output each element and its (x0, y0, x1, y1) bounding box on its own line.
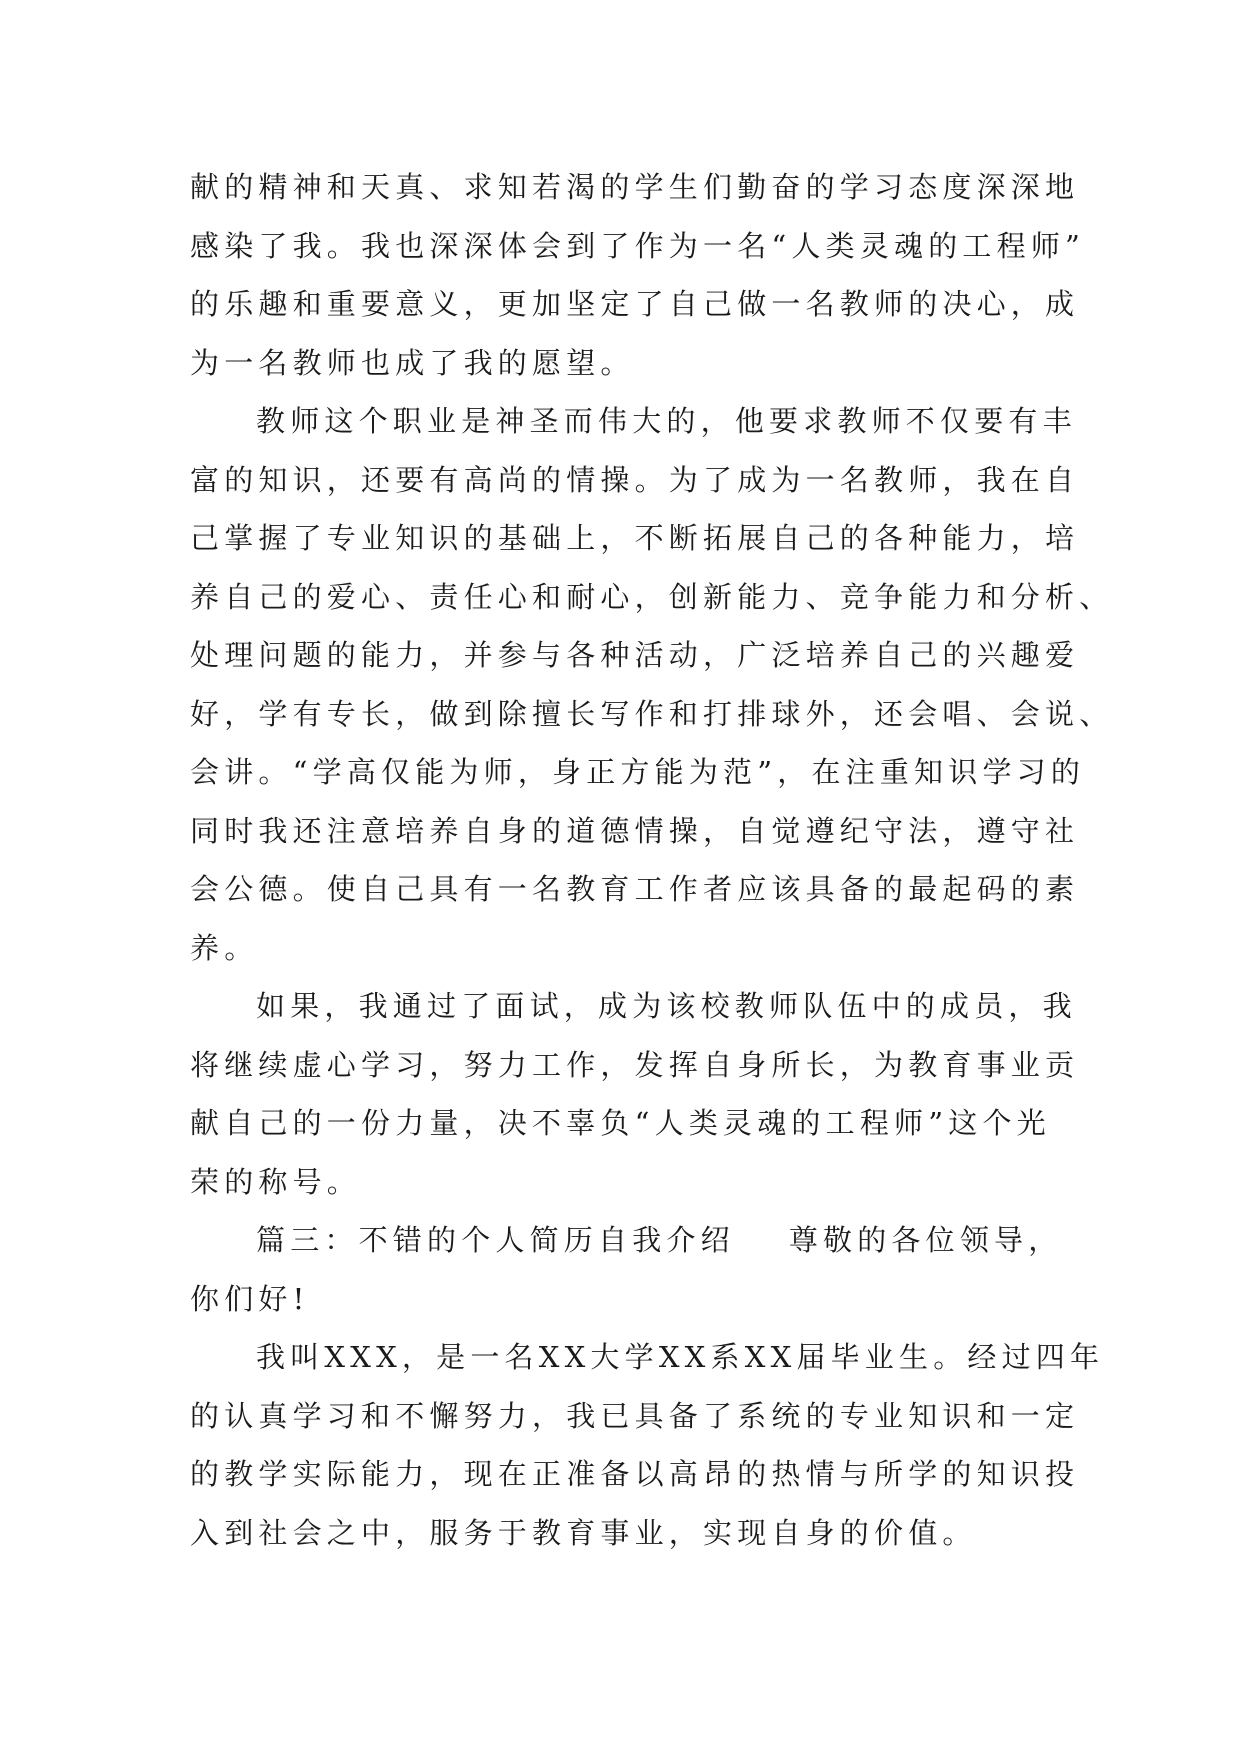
section-title: 篇三：不错的个人简历自我介绍 (256, 1223, 735, 1257)
greeting-line: 你们好! (190, 1281, 310, 1316)
text-line: 的教学实际能力，现在正准备以高昂的热情与所学的知识投 (190, 1457, 1080, 1491)
text-line: 如果，我通过了面试，成为该校教师队伍中的成员，我 (256, 989, 1077, 1023)
text-line: 的认真学习和不懈努力，我已具备了系统的专业知识和一定 (190, 1398, 1080, 1433)
text-line: 养自己的爱心、责任心和耐心，创新能力、竞争能力和分析、 (190, 579, 1114, 614)
text-line: 献的精神和天真、求知若渴的学生们勤奋的学习态度深深地 (190, 170, 1080, 204)
text-line: 处理问题的能力，并参与各种活动，广泛培养自己的兴趣爱 (190, 638, 1080, 672)
document-body (190, 158, 1114, 1562)
text-line: 好，学有专长，做到除擅长写作和打排球外，还会唱、会说、 (190, 696, 1114, 731)
paragraph (190, 1328, 1105, 1562)
text-line: 养。 (190, 930, 259, 965)
greeting: 尊敬的各位领导， (788, 1223, 1063, 1257)
text-line: 会讲。“学高仅能为师，身正方能为范”，在注重知识学习的 (190, 755, 1086, 789)
paragraph (190, 392, 1114, 977)
text-line: 感染了我。我也深深体会到了作为一名“人类灵魂的工程师” (190, 228, 1086, 263)
text-line: 为一名教师也成了我的愿望。 (190, 345, 635, 380)
text-line: 献自己的一份力量，决不辜负“人类灵魂的工程师”这个光 (190, 1106, 1051, 1140)
paragraph (190, 158, 1086, 392)
heading-line (190, 1211, 1063, 1270)
text-line: 富的知识，还要有高尚的情操。为了成为一名教师，我在自 (190, 462, 1080, 497)
text-line: 的乐趣和重要意义，更加坚定了自己做一名教师的决心，成 (190, 287, 1080, 321)
text-line: 我叫XXX，是一名XX大学XX系XX届毕业生。经过四年 (256, 1340, 1105, 1374)
text-line: 荣的称号。 (190, 1164, 362, 1199)
section-heading (190, 1211, 1063, 1328)
text-line: 入到社会之中，服务于教育事业，实现自身的价值。 (190, 1515, 977, 1550)
text-line: 教师这个职业是神圣而伟大的，他要求教师不仅要有丰 (256, 404, 1077, 438)
text-line: 会公德。使自己具有一名教育工作者应该具备的最起码的素 (190, 872, 1080, 906)
text-line: 将继续虚心学习，努力工作，发挥自身所长，为教育事业贡 (190, 1047, 1080, 1082)
text-line: 己掌握了专业知识的基础上，不断拓展自己的各种能力，培 (190, 521, 1080, 555)
text-line: 同时我还注意培养自身的道德情操，自觉遵纪守法，遵守社 (190, 813, 1080, 848)
paragraph (190, 977, 1080, 1211)
